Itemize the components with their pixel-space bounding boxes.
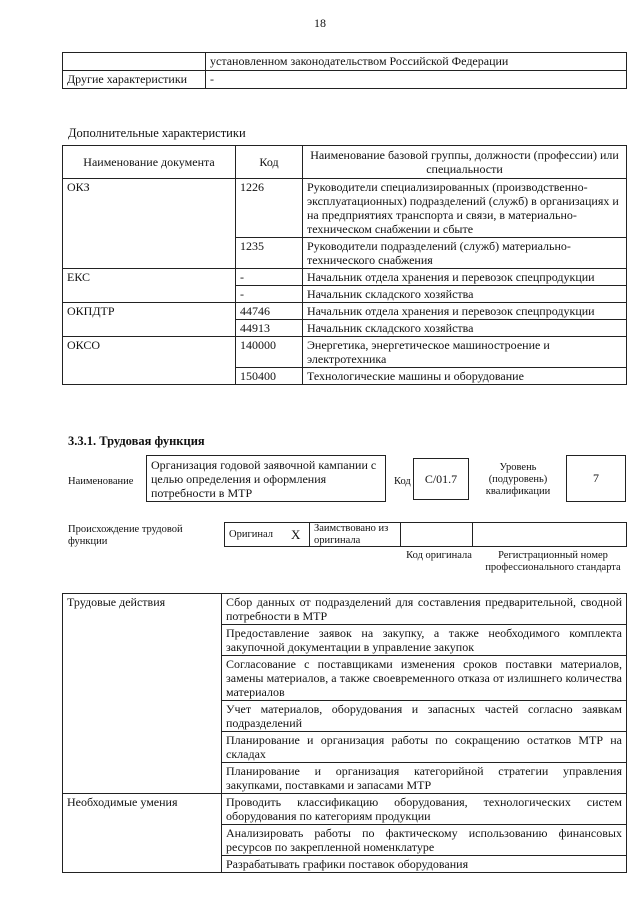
origin-code-label: Код оригинала	[406, 550, 472, 561]
doc-name: ОКПДТР	[63, 303, 236, 337]
name-cell: Начальник отдела хранения и перевозок спецпродукции	[303, 303, 627, 320]
labor-action: Предоставление заявок на закупку, а также необходимого комплекта закупочной документации в управление закупок	[222, 625, 627, 656]
labor-action: Планирование и организация работы по сокращению остатков МТР на складах	[222, 732, 627, 763]
code-cell: -	[236, 286, 303, 303]
name-cell: Начальник складского хозяйства	[303, 286, 627, 303]
level-label: Уровень (подуровень) квалификации	[485, 462, 551, 497]
name-cell: Руководители специализированных (производственно-эксплуатационных) подразделений (служб) в организациях и на предприятиях транспорта и связи, в материально-техническом снабжении и сбыте	[303, 179, 627, 238]
labor-action: Учет материалов, оборудования и запасных частей согласно заявкам подразделений	[222, 701, 627, 732]
page-number: 18	[314, 16, 326, 30]
skill-item: Анализировать работы по фактическому использованию финансовых ресурсов по закрепленной номенклатуре	[222, 825, 627, 856]
name-cell: Руководители подразделений (служб) материально-технического снабжения	[303, 238, 627, 269]
other-characteristics-label: Другие характеристики	[63, 71, 206, 89]
code-cell: -	[236, 269, 303, 286]
name-cell: Начальник складского хозяйства	[303, 320, 627, 337]
doc-name: ОКСО	[63, 337, 236, 385]
doc-name: ЕКС	[63, 269, 236, 303]
divider	[472, 523, 473, 546]
col-header-document: Наименование документа	[63, 146, 236, 179]
origin-label: Происхождение трудовой функции	[68, 524, 183, 547]
labor-action: Согласование с поставщиками изменения сроков поставки материалов, замены материалов, а также своевременного отказа от излишнего количества материалов	[222, 656, 627, 701]
divider	[400, 523, 401, 546]
origin-row	[224, 522, 627, 547]
name-cell: Технологические машины и оборудование	[303, 368, 627, 385]
original-mark: X	[291, 527, 301, 542]
function-code-box: C/01.7	[413, 458, 469, 500]
level-value-box: 7	[566, 455, 626, 502]
function-name-box: Организация годовой заявочной кампании с целью определения и оформления потребности в МТР	[146, 455, 386, 502]
code-cell: 44746	[236, 303, 303, 320]
name-cell: Начальник отдела хранения и перевозок спецпродукции	[303, 269, 627, 286]
skills-label: Необходимые умения	[63, 794, 222, 873]
other-characteristics-value: -	[206, 71, 627, 89]
section-heading: 3.3.1. Трудовая функция	[68, 434, 205, 448]
code-cell: 140000	[236, 337, 303, 368]
code-cell: 44913	[236, 320, 303, 337]
skill-item: Проводить классификацию оборудования, технологических систем оборудования по категориям продукции	[222, 794, 627, 825]
labor-actions-table	[62, 593, 627, 873]
additional-heading: Дополнительные характеристики	[68, 126, 246, 140]
continuation-text: установленном законодательством Российской Федерации	[206, 53, 627, 71]
code-cell: 150400	[236, 368, 303, 385]
name-cell: Энергетика, энергетическое машиностроение и электротехника	[303, 337, 627, 368]
original-label: Оригинал	[229, 529, 273, 540]
skill-item: Разрабатывать графики поставок оборудования	[222, 856, 627, 873]
col-header-name: Наименование базовой группы, должности (профессии) или специальности	[303, 146, 627, 179]
labor-actions-label: Трудовые действия	[63, 594, 222, 794]
borrowed-label: Заимствовано из оригинала	[314, 523, 389, 546]
labor-action: Сбор данных от подразделений для составления предварительной, сводной потребности в МТР	[222, 594, 627, 625]
divider	[309, 523, 310, 546]
reg-number-label: Регистрационный номер профессионального стандарта	[485, 550, 621, 573]
name-label: Наименование	[68, 476, 134, 487]
doc-name: ОКЗ	[63, 179, 236, 269]
code-cell: 1235	[236, 238, 303, 269]
code-label: Код	[394, 476, 411, 487]
labor-action: Планирование и организация категорийной стратегии управления закупками, поставками и запасами МТР	[222, 763, 627, 794]
empty-cell	[63, 53, 206, 71]
additional-characteristics-table	[62, 145, 627, 385]
code-cell: 1226	[236, 179, 303, 238]
col-header-code: Код	[236, 146, 303, 179]
general-info-table	[62, 52, 627, 89]
